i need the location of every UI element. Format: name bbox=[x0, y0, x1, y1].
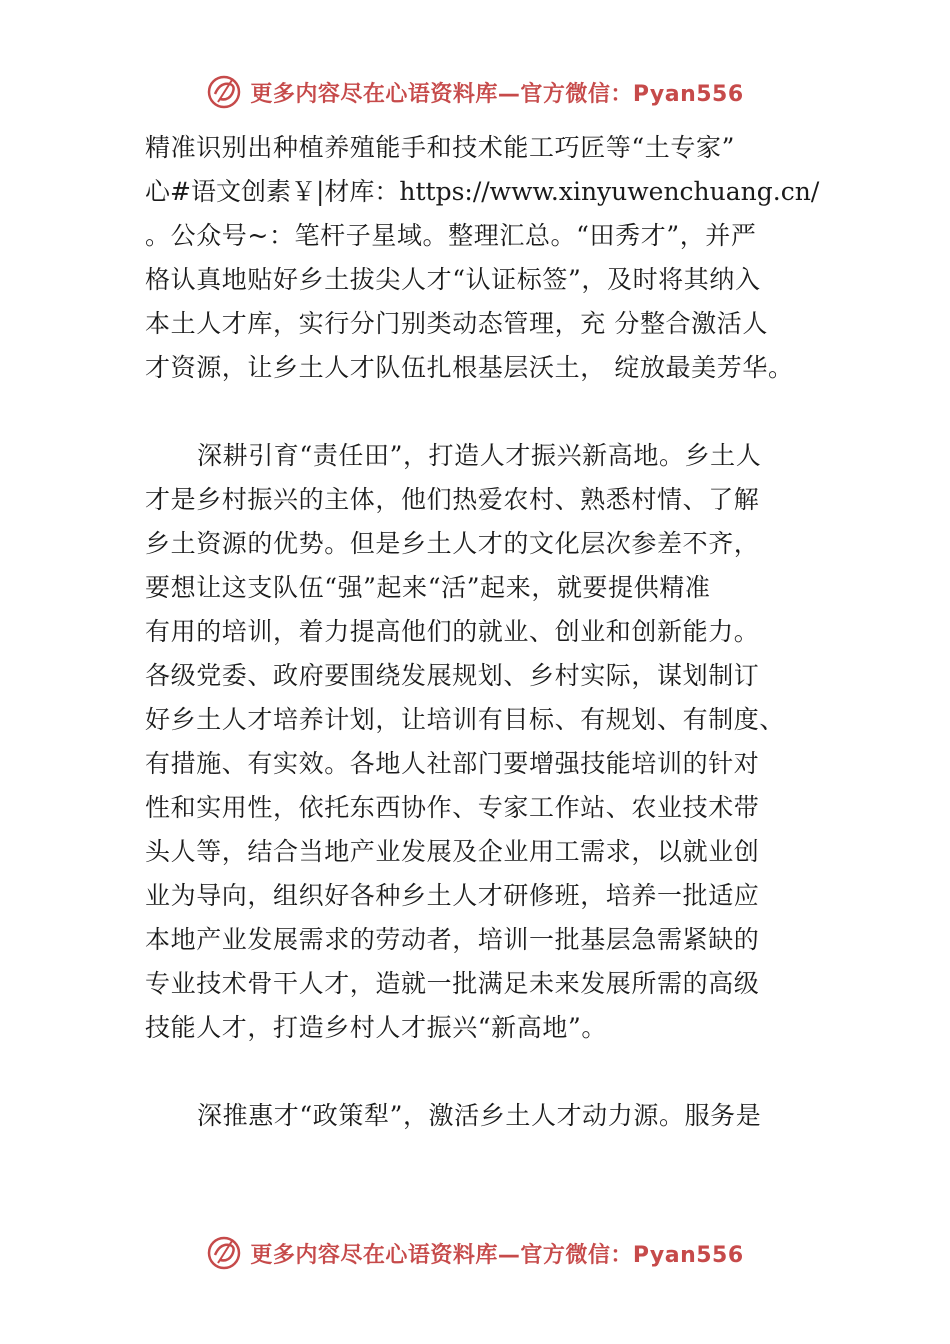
text-line: 技能人才，打造乡村人才振兴“新高地”。 bbox=[145, 1013, 607, 1042]
text-line: 有用的培训，着力提高他们的就业、创业和创新能力。 bbox=[145, 617, 760, 646]
text-line: 心#语文创素￥|材库：https://www.xinyuwenchuang.cn/ bbox=[145, 177, 820, 206]
paragraph-3 bbox=[145, 1094, 835, 1138]
text-line: 乡土资源的优势。但是乡土人才的文化层次参差不齐， bbox=[145, 529, 760, 558]
xinyu-logo-icon bbox=[206, 74, 242, 110]
xinyu-logo-icon bbox=[206, 1235, 242, 1271]
text-line: 业为导向，组织好各种乡土人才研修班，培养一批适应 bbox=[145, 881, 760, 910]
text-line: 有措施、有实效。各地人社部门要增强技能培训的针对 bbox=[145, 749, 760, 778]
footer-watermark bbox=[0, 1233, 950, 1273]
paragraph-gap bbox=[145, 390, 835, 434]
document-body bbox=[145, 126, 835, 1138]
paragraph-1 bbox=[145, 126, 835, 390]
text-line: 专业技术骨干人才，造就一批满足未来发展所需的高级 bbox=[145, 969, 760, 998]
watermark-text: 更多内容尽在心语资料库—官方微信：Pyan556 bbox=[250, 1242, 744, 1268]
text-line: 才是乡村振兴的主体，他们热爱农村、熟悉村情、了解 bbox=[145, 485, 760, 514]
text-line: 本地产业发展需求的劳动者，培训一批基层急需紧缺的 bbox=[145, 925, 760, 954]
watermark-text: 更多内容尽在心语资料库—官方微信：Pyan556 bbox=[250, 81, 744, 107]
text-line: 本土人才库，实行分门别类动态管理，充 分整合激活人 bbox=[145, 309, 768, 338]
text-line: 好乡土人才培养计划，让培训有目标、有规划、有制度、 bbox=[145, 705, 786, 734]
text-line: 才资源，让乡土人才队伍扎根基层沃土， 绽放最美芳华。 bbox=[145, 353, 794, 382]
text-line: 。公众号~：笔杆子星域。整理汇总。“田秀才”，并严 bbox=[145, 221, 757, 250]
header-watermark bbox=[0, 72, 950, 112]
text-line: 要想让这支队伍“强”起来“活”起来，就要提供精准 bbox=[145, 573, 711, 602]
text-line: 精准识别出种植养殖能手和技术能工巧匠等“土专家” bbox=[145, 133, 735, 162]
paragraph-2 bbox=[145, 434, 835, 1050]
text-line: 头人等，结合当地产业发展及企业用工需求，以就业创 bbox=[145, 837, 760, 866]
text-line: 性和实用性，依托东西协作、专家工作站、农业技术带 bbox=[145, 793, 760, 822]
text-line: 各级党委、政府要围绕发展规划、乡村实际，谋划制订 bbox=[145, 661, 760, 690]
text-line: 格认真地贴好乡土拔尖人才“认证标签”，及时将其纳入 bbox=[145, 265, 761, 294]
text-line: 深推惠才“政策犁”，激活乡土人才动力源。服务是 bbox=[197, 1101, 762, 1130]
text-line: 深耕引育“责任田”，打造人才振兴新高地。乡土人 bbox=[197, 441, 762, 470]
paragraph-gap bbox=[145, 1050, 835, 1094]
